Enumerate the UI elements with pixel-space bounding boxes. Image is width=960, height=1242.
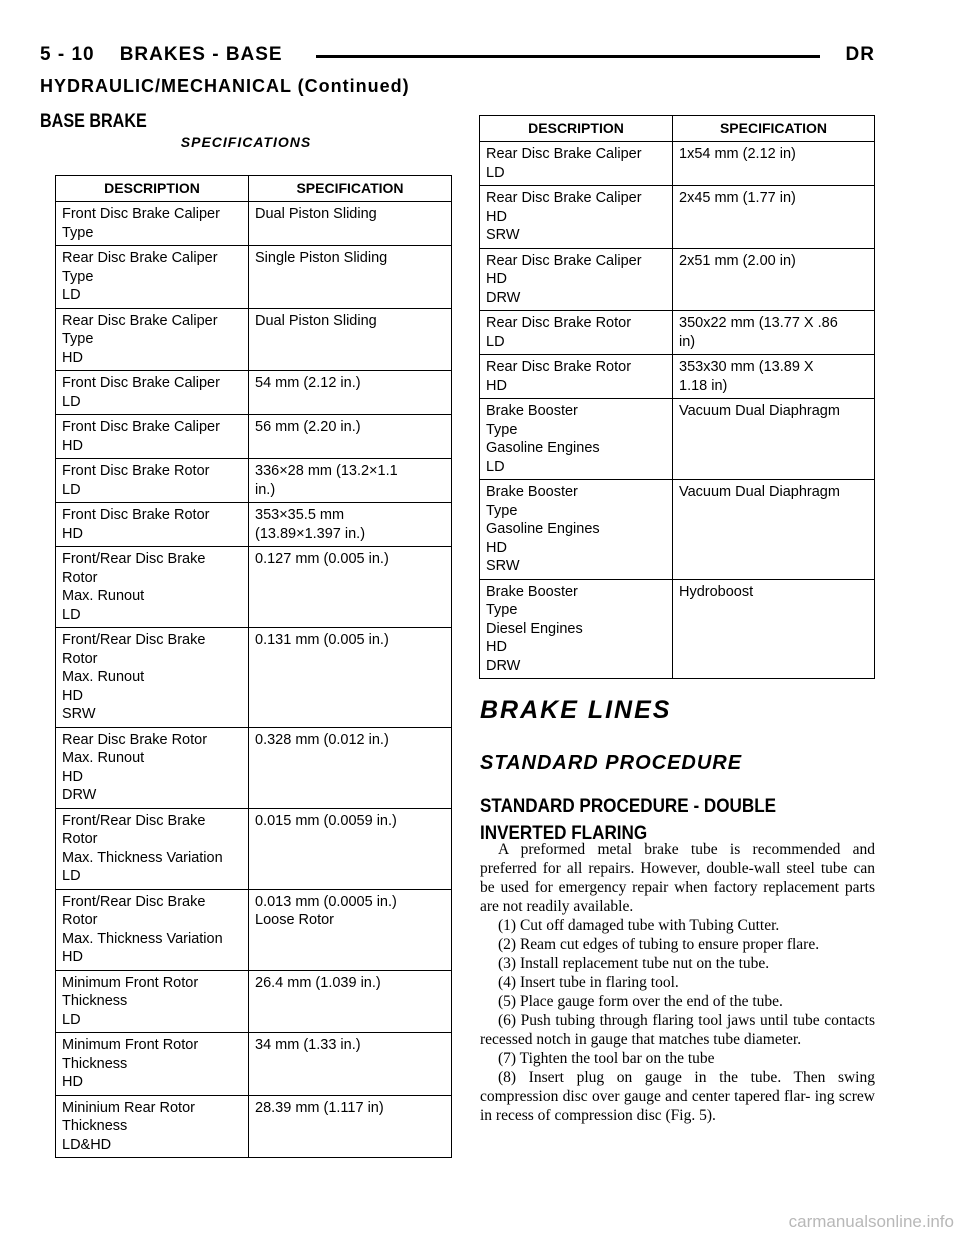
specifications-title: SPECIFICATIONS [180, 134, 312, 150]
description-cell [56, 459, 249, 503]
cell-line: 2x45 mm (1.77 in) [679, 190, 796, 206]
table-row [480, 480, 875, 580]
cell-line: Rotor [62, 650, 98, 667]
specifications-table-right [479, 115, 875, 679]
specification-cell [249, 246, 452, 309]
cell-line: Front Disc Brake Caliper [62, 206, 220, 222]
table-row [56, 970, 452, 1033]
cell-line: Rear Disc Brake Caliper [62, 312, 218, 329]
table-row [56, 1033, 452, 1096]
description-cell [56, 415, 249, 459]
table-row [480, 311, 875, 355]
specification-cell [673, 579, 875, 679]
description-cell [480, 311, 673, 355]
cell-line: in.) [255, 481, 276, 498]
cell-line: Gasoline Engines [486, 521, 600, 537]
cell-line: Brake Booster [486, 403, 578, 419]
table-row [56, 308, 452, 371]
specification-cell [249, 628, 452, 728]
cell-line: Type [62, 224, 94, 241]
cell-line: 26.4 mm (1.039 in.) [255, 974, 381, 991]
cell-line: Rotor [62, 831, 98, 847]
cell-line: LD [62, 1011, 81, 1028]
procedure-step: (7) Tighten the tool bar on the tube [498, 1050, 715, 1067]
cell-line: Type [62, 331, 94, 347]
cell-line: Front/Rear Disc Brake [62, 812, 206, 829]
cell-line: Rotor [62, 912, 98, 928]
cell-line: Thickness [62, 993, 128, 1009]
procedure-step: (4) Insert tube in flaring tool. [498, 974, 679, 991]
cell-line: Dual Piston Sliding [255, 206, 377, 222]
cell-line: Max. Runout [62, 669, 145, 685]
cell-line: Type [486, 502, 518, 519]
standard-procedure-heading: STANDARD PROCEDURE [480, 752, 743, 774]
cell-line: LD [62, 481, 81, 498]
specification-cell [673, 142, 875, 186]
table-row [56, 628, 452, 728]
cell-line: Vacuum Dual Diaphragm [679, 403, 840, 419]
cell-line: 54 mm (2.12 in.) [255, 375, 361, 391]
cell-line: HD [62, 768, 83, 785]
table-header-row [480, 116, 875, 142]
cell-line: DRW [486, 289, 521, 306]
cell-line: Type [62, 268, 94, 285]
procedure-step: (2) Ream cut edges of tubing to ensure proper flare. [498, 936, 820, 953]
table-row [56, 889, 452, 970]
description-cell [56, 628, 249, 728]
cell-line: DRW [486, 657, 521, 674]
table-row [56, 459, 452, 503]
cell-line: Thickness [62, 1055, 128, 1072]
procedure-step: (8) Insert plug on gauge in the tube. Then swing compression disc over gauge and center tapered flar- ing screw in recess of compression disc (Fig. 5). [480, 1069, 875, 1124]
table-row [480, 399, 875, 480]
procedure-step: (1) Cut off damaged tube with Tubing Cutter. [498, 917, 780, 934]
column-header-description: DESCRIPTION [480, 116, 673, 142]
procedure-body [480, 840, 875, 1125]
description-cell [480, 248, 673, 311]
cell-line: HD [486, 377, 507, 394]
page-number-section: 5 - 10 BRAKES - BASE [40, 44, 283, 65]
header-rule [316, 55, 820, 58]
specification-cell [249, 202, 452, 246]
specification-cell [249, 1095, 452, 1158]
cell-line: Front Disc Brake Caliper [62, 419, 220, 435]
cell-line: 353x30 mm (13.89 X [679, 359, 814, 375]
specification-cell [249, 889, 452, 970]
cell-line: Front/Rear Disc Brake [62, 893, 206, 910]
specification-cell [673, 311, 875, 355]
cell-line: HD [486, 271, 507, 287]
specification-cell [249, 503, 452, 547]
cell-line: Brake Booster [486, 484, 578, 500]
cell-line: 336×28 mm (13.2×1.1 [255, 463, 398, 479]
watermark: carmanualsonline.info [788, 1212, 954, 1231]
specification-cell [249, 1033, 452, 1096]
description-cell [56, 371, 249, 415]
cell-line: Minimum Front Rotor [62, 1037, 199, 1053]
specification-cell [673, 248, 875, 311]
table-row [56, 1095, 452, 1158]
cell-line: 0.013 mm (0.0005 in.) [255, 893, 397, 910]
cell-line: (13.89×1.397 in.) [255, 525, 366, 542]
cell-line: LD [486, 333, 505, 350]
cell-line: HD [486, 639, 507, 655]
cell-line: Front/Rear Disc Brake [62, 551, 206, 567]
cell-line: 34 mm (1.33 in.) [255, 1037, 361, 1053]
specification-cell [249, 415, 452, 459]
cell-line: 0.127 mm (0.005 in.) [255, 551, 389, 567]
cell-line: Rear Disc Brake Caliper [62, 250, 218, 266]
table-row [56, 246, 452, 309]
cell-line: Diesel Engines [486, 620, 583, 637]
cell-line: Max. Thickness Variation [62, 849, 223, 866]
table-row [480, 186, 875, 249]
cell-line: HD [62, 525, 83, 542]
cell-line: LD [486, 164, 505, 181]
cell-line: SRW [486, 227, 520, 243]
cell-line: Type [486, 421, 518, 438]
flaring-procedure-heading: STANDARD PROCEDURE - DOUBLE INVERTED FLARING [480, 796, 777, 844]
cell-line: Mininium Rear Rotor [62, 1099, 195, 1116]
cell-line: SRW [486, 558, 520, 574]
description-cell [480, 186, 673, 249]
cell-line: 0.328 mm (0.012 in.) [255, 731, 389, 748]
cell-line: LD [62, 393, 81, 410]
description-cell [56, 503, 249, 547]
table-row [56, 547, 452, 628]
description-cell [480, 142, 673, 186]
specification-cell [249, 808, 452, 889]
description-cell [56, 308, 249, 371]
model-code: DR [845, 44, 875, 65]
cell-line: HD [62, 687, 83, 704]
specification-cell [249, 970, 452, 1033]
cell-line: 56 mm (2.20 in.) [255, 419, 361, 435]
specification-cell [673, 480, 875, 580]
column-header-specification: SPECIFICATION [673, 116, 875, 142]
cell-line: 28.39 mm (1.117 in) [255, 1099, 384, 1116]
cell-line: Vacuum Dual Diaphragm [679, 484, 840, 500]
cell-line: SRW [62, 706, 96, 722]
cell-line: in) [679, 333, 696, 350]
table-row [56, 371, 452, 415]
procedure-steps [480, 916, 875, 1125]
cell-line: LD [62, 287, 81, 303]
description-cell [56, 889, 249, 970]
specification-cell [249, 547, 452, 628]
cell-line: Loose Rotor [255, 912, 334, 928]
cell-line: 0.131 mm (0.005 in.) [255, 632, 389, 648]
cell-line: Max. Runout [62, 588, 145, 604]
specification-cell [673, 186, 875, 249]
description-cell [56, 547, 249, 628]
specifications-table-left [55, 175, 452, 1158]
cell-line: HD [486, 208, 507, 225]
specification-cell [673, 355, 875, 399]
cell-line: HD [62, 949, 83, 965]
cell-line: LD&HD [62, 1136, 112, 1153]
cell-line: Rear Disc Brake Rotor [486, 315, 632, 331]
cell-line: HD [486, 539, 507, 556]
table-row [480, 248, 875, 311]
description-cell [56, 808, 249, 889]
description-cell [480, 399, 673, 480]
cell-line: Brake Booster [486, 583, 578, 600]
cell-line: 2x51 mm (2.00 in) [679, 252, 796, 269]
cell-line: Hydroboost [679, 583, 754, 600]
column-header-specification: SPECIFICATION [249, 176, 452, 202]
brake-lines-heading: BRAKE LINES [480, 696, 672, 724]
description-cell [480, 355, 673, 399]
cell-line: LD [62, 868, 81, 884]
cell-line: Max. Thickness Variation [62, 930, 223, 947]
procedure-intro: A preformed metal brake tube is recommended and preferred for all repairs. However, double-wall steel tube can be used for emergency repair when factory replacement parts are not readily available. [480, 841, 875, 915]
cell-line: HD [62, 349, 83, 366]
cell-line: Rear Disc Brake Caliper [486, 252, 642, 269]
cell-line: Front Disc Brake Rotor [62, 507, 210, 523]
table-row [56, 202, 452, 246]
cell-line: 1x54 mm (2.12 in) [679, 146, 796, 162]
cell-line: LD [486, 458, 505, 475]
specification-cell [249, 459, 452, 503]
continued-heading: HYDRAULIC/MECHANICAL (Continued) [40, 76, 410, 96]
cell-line: 1.18 in) [679, 377, 728, 394]
cell-line: LD [62, 606, 81, 623]
procedure-step: (5) Place gauge form over the end of the tube. [498, 993, 783, 1010]
section-title: BASE BRAKE [40, 111, 147, 132]
description-cell [56, 246, 249, 309]
cell-line: 350x22 mm (13.77 X .86 [679, 315, 838, 331]
cell-line: Minimum Front Rotor [62, 974, 199, 991]
specification-cell [249, 308, 452, 371]
cell-line: Single Piston Sliding [255, 250, 388, 266]
description-cell [56, 1095, 249, 1158]
table-row [480, 142, 875, 186]
description-cell [56, 1033, 249, 1096]
page-header [40, 42, 875, 78]
cell-line: Front Disc Brake Caliper [62, 375, 220, 391]
table-row [480, 355, 875, 399]
cell-line: Rear Disc Brake Rotor [62, 731, 208, 748]
table-row [56, 808, 452, 889]
cell-line: Type [486, 602, 518, 618]
cell-line: Gasoline Engines [486, 440, 600, 456]
cell-line: Thickness [62, 1118, 128, 1134]
table-row [480, 579, 875, 679]
procedure-step: (3) Install replacement tube nut on the tube. [498, 955, 770, 972]
specification-cell [249, 727, 452, 808]
table-row [56, 727, 452, 808]
cell-line: DRW [62, 787, 97, 803]
specification-cell [673, 399, 875, 480]
cell-line: Rear Disc Brake Caliper [486, 190, 642, 206]
cell-line: Dual Piston Sliding [255, 312, 377, 329]
cell-line: Max. Runout [62, 750, 145, 766]
table-header-row [56, 176, 452, 202]
column-header-description: DESCRIPTION [56, 176, 249, 202]
description-cell [56, 202, 249, 246]
description-cell [56, 727, 249, 808]
specification-cell [249, 371, 452, 415]
cell-line: Front Disc Brake Rotor [62, 463, 210, 479]
table-row [56, 503, 452, 547]
description-cell [480, 480, 673, 580]
cell-line: Rotor [62, 569, 98, 586]
cell-line: Rear Disc Brake Rotor [486, 359, 632, 375]
cell-line: HD [62, 437, 83, 454]
cell-line: Rear Disc Brake Caliper [486, 146, 642, 162]
procedure-step: (6) Push tubing through flaring tool jaws until tube contacts recessed notch in gauge that matches tube diameter. [480, 1012, 875, 1048]
cell-line: HD [62, 1074, 83, 1090]
table-row [56, 415, 452, 459]
cell-line: 353×35.5 mm [255, 507, 345, 523]
cell-line: Front/Rear Disc Brake [62, 632, 206, 648]
description-cell [56, 970, 249, 1033]
description-cell [480, 579, 673, 679]
cell-line: 0.015 mm (0.0059 in.) [255, 812, 397, 829]
